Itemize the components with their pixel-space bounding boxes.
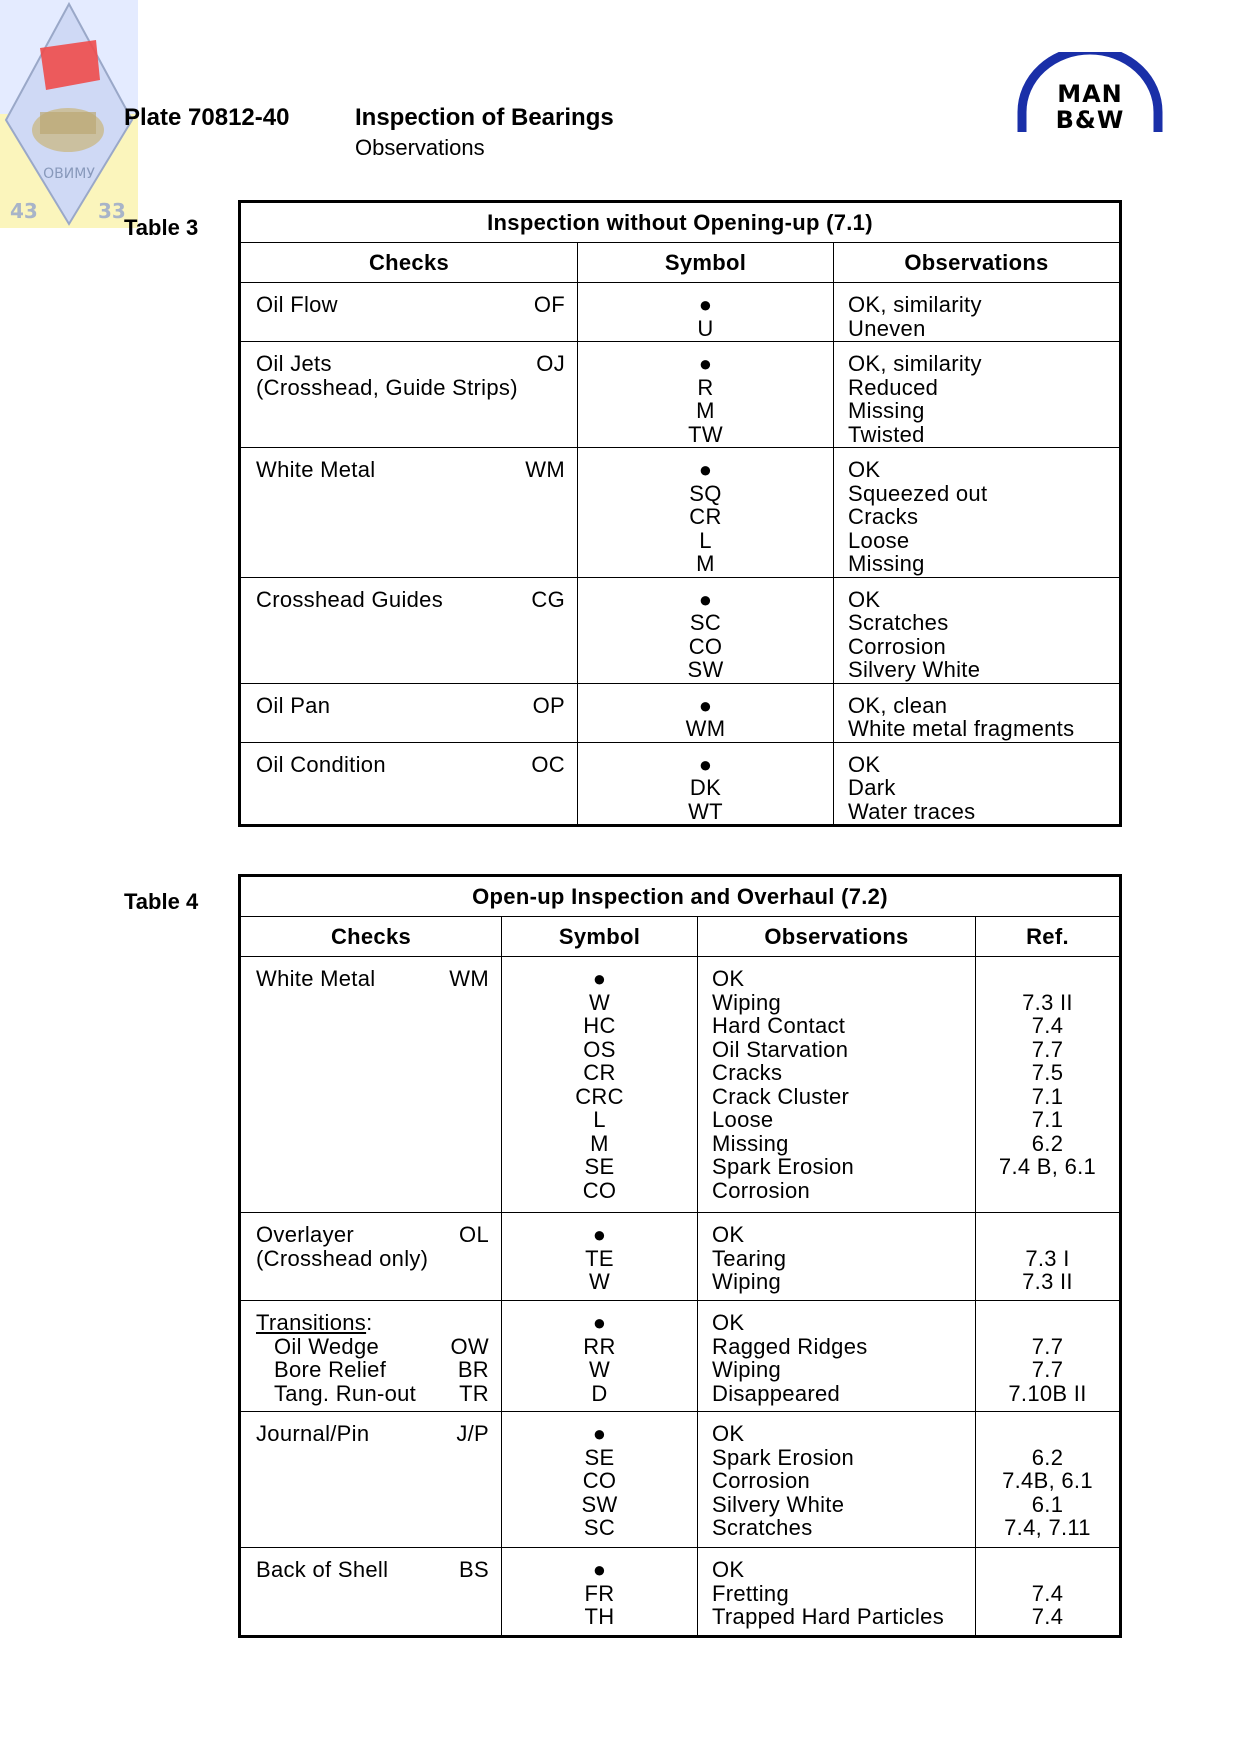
symbol-code: CR bbox=[689, 504, 722, 529]
symbol-code: L bbox=[699, 527, 712, 553]
check-cell bbox=[240, 742, 578, 826]
check-name: White Metal bbox=[256, 966, 376, 991]
check-cell bbox=[240, 1548, 502, 1637]
ref-text: 7.5 bbox=[1031, 1060, 1064, 1085]
observation-text: Scratches bbox=[848, 610, 949, 635]
check-name: Overlayer bbox=[256, 1222, 355, 1247]
ref-text: 7.7 bbox=[1031, 1357, 1064, 1382]
check-cell bbox=[240, 342, 578, 448]
observation-text: OK, similarity bbox=[848, 351, 982, 376]
symbol-cell bbox=[578, 577, 834, 683]
observation-cell bbox=[834, 448, 1121, 578]
observation-text: Missing bbox=[712, 1130, 789, 1156]
symbol-cell bbox=[578, 283, 834, 342]
check-line bbox=[256, 1311, 489, 1335]
ref-cell bbox=[976, 957, 1121, 1213]
ref-text: 7.1 bbox=[1031, 1107, 1064, 1132]
check-line bbox=[256, 1223, 489, 1247]
observation-text: Loose bbox=[712, 1107, 774, 1132]
symbol-code: W bbox=[588, 1357, 611, 1382]
observation-text: Uneven bbox=[848, 315, 926, 341]
symbol-cell bbox=[578, 448, 834, 578]
observation-text: Corrosion bbox=[712, 1468, 811, 1493]
observation-cell bbox=[698, 1301, 976, 1412]
symbol-code: CO bbox=[688, 633, 723, 659]
table4-row bbox=[240, 1301, 1121, 1412]
symbol-code: CRC bbox=[575, 1083, 624, 1109]
ref-text: 7.4, 7.11 bbox=[1004, 1515, 1091, 1540]
observation-text: Silvery White bbox=[712, 1491, 845, 1517]
observation-text: OK bbox=[848, 457, 881, 482]
symbol-code: R bbox=[697, 374, 714, 400]
check-name: Journal/Pin bbox=[256, 1421, 370, 1446]
observation-cell bbox=[834, 283, 1121, 342]
check-code: TR bbox=[459, 1380, 489, 1406]
table4-header-observations: Observations bbox=[698, 917, 976, 957]
check-code: OP bbox=[532, 692, 565, 718]
ref-text: 7.3 II bbox=[1022, 989, 1073, 1015]
table3-row bbox=[240, 342, 1121, 448]
symbol-code: SQ bbox=[689, 480, 722, 506]
observation-text: White metal fragments bbox=[848, 716, 1075, 741]
symbol-code: WM bbox=[685, 716, 726, 741]
check-line bbox=[256, 588, 565, 612]
check-name: Bore Relief bbox=[274, 1357, 387, 1382]
check-code: BR bbox=[457, 1357, 489, 1382]
ref-text: 7.4B, 6.1 bbox=[1002, 1468, 1093, 1493]
ref-text: 7.3 I bbox=[1025, 1245, 1070, 1271]
table3-row bbox=[240, 683, 1121, 742]
ok-dot-symbol: ● bbox=[592, 1557, 607, 1582]
table4-caption: Open-up Inspection and Overhaul (7.2) bbox=[240, 876, 1121, 917]
check-name: Oil Jets bbox=[256, 351, 332, 376]
observation-text: OK, clean bbox=[848, 692, 948, 718]
ref-text: 6.1 bbox=[1031, 1491, 1064, 1517]
table4-row bbox=[240, 1412, 1121, 1548]
page-subtitle: Observations bbox=[355, 135, 485, 160]
observation-text: Corrosion bbox=[848, 633, 947, 659]
table4-header-ref: Ref. bbox=[976, 917, 1121, 957]
ref-text: 7.4 bbox=[1031, 1013, 1064, 1038]
table3-caption: Inspection without Opening-up (7.1) bbox=[240, 202, 1121, 243]
observation-text: Wiping bbox=[712, 1269, 782, 1294]
observation-cell bbox=[834, 742, 1121, 826]
symbol-code: L bbox=[593, 1107, 606, 1132]
svg-text:ОВИМУ: ОВИМУ bbox=[43, 166, 95, 182]
check-cell bbox=[240, 1301, 502, 1412]
check-cell bbox=[240, 448, 578, 578]
check-cell bbox=[240, 957, 502, 1213]
check-line bbox=[256, 293, 565, 317]
table4-row bbox=[240, 1213, 1121, 1301]
ref-text bbox=[977, 967, 1118, 991]
table3-header-checks: Checks bbox=[240, 243, 578, 283]
ok-dot-symbol: ● bbox=[698, 292, 713, 317]
check-name: Crosshead Guides bbox=[256, 586, 444, 612]
observation-text: Oil Starvation bbox=[712, 1036, 849, 1062]
symbol-code: WT bbox=[688, 798, 723, 824]
check-code: J/P bbox=[456, 1421, 489, 1446]
symbol-code: M bbox=[696, 551, 715, 576]
observation-text: OK bbox=[848, 586, 881, 612]
ref-text: 7.7 bbox=[1031, 1333, 1064, 1359]
ok-dot-symbol: ● bbox=[592, 1421, 607, 1446]
observation-text: Trapped Hard Particles bbox=[712, 1604, 944, 1629]
symbol-code: W bbox=[588, 989, 611, 1015]
symbol-cell bbox=[502, 1548, 698, 1637]
observation-cell bbox=[698, 1412, 976, 1548]
symbol-code: DK bbox=[689, 775, 722, 800]
observation-text: Silvery White bbox=[848, 657, 981, 682]
page-title: Inspection of Bearings bbox=[355, 104, 614, 131]
check-cell bbox=[240, 683, 578, 742]
check-cell bbox=[240, 283, 578, 342]
symbol-code: FR bbox=[584, 1580, 615, 1606]
check-name: Back of Shell bbox=[256, 1557, 389, 1582]
observation-text: Squeezed out bbox=[848, 480, 988, 506]
observation-text: OK bbox=[712, 966, 745, 991]
check-code: OL bbox=[459, 1222, 489, 1247]
table3-header-observations: Observations bbox=[834, 243, 1121, 283]
ok-dot-symbol: ● bbox=[698, 586, 713, 612]
ref-text: 7.3 II bbox=[1022, 1269, 1073, 1294]
ref-text: 7.7 bbox=[1031, 1036, 1064, 1062]
check-line bbox=[256, 753, 565, 777]
observation-text: Water traces bbox=[848, 798, 976, 824]
man-bw-logo bbox=[1016, 52, 1164, 138]
observation-cell bbox=[834, 342, 1121, 448]
symbol-cell bbox=[502, 1301, 698, 1412]
check-line bbox=[256, 352, 565, 376]
symbol-code: U bbox=[697, 315, 714, 341]
observation-text: Fretting bbox=[712, 1580, 789, 1606]
observation-text: Corrosion bbox=[712, 1177, 811, 1203]
observation-text: Reduced bbox=[848, 374, 939, 400]
svg-text:33: 33 bbox=[98, 199, 126, 223]
ok-dot-symbol: ● bbox=[698, 351, 713, 376]
observation-text: Loose bbox=[848, 527, 910, 553]
check-line bbox=[256, 1335, 489, 1359]
symbol-code: SW bbox=[581, 1491, 618, 1517]
check-cell bbox=[240, 577, 578, 683]
ref-text: 7.4 B, 6.1 bbox=[998, 1154, 1097, 1179]
ref-text bbox=[977, 1223, 1118, 1247]
symbol-code: W bbox=[588, 1269, 611, 1294]
check-code: WM bbox=[525, 457, 565, 482]
table4-row bbox=[240, 957, 1121, 1213]
symbol-code: CO bbox=[582, 1177, 617, 1203]
check-subtext: (Crosshead only) bbox=[256, 1245, 429, 1271]
observation-cell bbox=[698, 957, 976, 1213]
check-name: Transitions bbox=[256, 1310, 367, 1335]
plate-number: Plate 70812-40 bbox=[124, 104, 290, 131]
symbol-code: SC bbox=[689, 610, 722, 635]
ref-text: 7.1 bbox=[1031, 1083, 1064, 1109]
symbol-code: SE bbox=[584, 1154, 615, 1179]
observation-text: Scratches bbox=[712, 1515, 813, 1540]
table3-row bbox=[240, 577, 1121, 683]
check-line bbox=[256, 458, 565, 482]
table3-row bbox=[240, 448, 1121, 578]
observation-text: OK bbox=[848, 751, 881, 777]
check-line bbox=[256, 1358, 489, 1382]
ref-text bbox=[977, 1179, 1118, 1203]
check-code: BS bbox=[459, 1557, 489, 1582]
symbol-code: TH bbox=[584, 1604, 615, 1629]
svg-text:43: 43 bbox=[10, 199, 38, 223]
ref-cell bbox=[976, 1301, 1121, 1412]
school-badge-watermark bbox=[0, 0, 138, 228]
ref-cell bbox=[976, 1548, 1121, 1637]
observation-text: OK, similarity bbox=[848, 292, 982, 317]
ref-text: 7.4 bbox=[1031, 1580, 1064, 1606]
ref-cell bbox=[976, 1412, 1121, 1548]
check-line bbox=[256, 1558, 489, 1582]
table3-row bbox=[240, 283, 1121, 342]
observation-text: Disappeared bbox=[712, 1380, 841, 1406]
check-line bbox=[256, 967, 489, 991]
ref-text: 7.10B II bbox=[1008, 1380, 1087, 1406]
ref-text: 6.2 bbox=[1031, 1130, 1064, 1156]
ok-dot-symbol: ● bbox=[592, 966, 607, 991]
ok-dot-symbol: ● bbox=[698, 692, 713, 718]
observation-text: Spark Erosion bbox=[712, 1154, 855, 1179]
symbol-cell bbox=[578, 742, 834, 826]
table3-label: Table 3 bbox=[124, 215, 199, 240]
symbol-code: OS bbox=[583, 1036, 616, 1062]
check-name: Oil Flow bbox=[256, 292, 338, 317]
symbol-code: M bbox=[696, 398, 715, 423]
check-code: OC bbox=[531, 751, 565, 777]
check-name: Oil Pan bbox=[256, 692, 331, 718]
check-code: OF bbox=[533, 292, 565, 317]
observation-text: Crack Cluster bbox=[712, 1083, 850, 1109]
check-line bbox=[256, 1422, 489, 1446]
ok-dot-symbol: ● bbox=[698, 751, 713, 777]
observation-text: OK bbox=[712, 1421, 745, 1446]
ref-text: 7.4 bbox=[1031, 1604, 1064, 1629]
observation-text: Dark bbox=[848, 775, 896, 800]
observation-text: Spark Erosion bbox=[712, 1444, 855, 1470]
table4-label: Table 4 bbox=[124, 889, 199, 914]
observation-text: Ragged Ridges bbox=[712, 1333, 868, 1359]
symbol-code: D bbox=[591, 1380, 608, 1406]
symbol-cell bbox=[502, 1412, 698, 1548]
ref-text bbox=[977, 1311, 1118, 1335]
symbol-cell bbox=[502, 957, 698, 1213]
symbol-code: SW bbox=[687, 657, 724, 682]
symbol-code: CO bbox=[582, 1468, 617, 1493]
symbol-code: RR bbox=[583, 1333, 616, 1359]
ref-cell bbox=[976, 1213, 1121, 1301]
observation-text: Hard Contact bbox=[712, 1013, 846, 1038]
observation-text: Cracks bbox=[848, 504, 919, 529]
ref-text bbox=[977, 1422, 1118, 1446]
table3 bbox=[238, 200, 1122, 827]
svg-text:B&W: B&W bbox=[1055, 106, 1125, 134]
check-code: CG bbox=[531, 586, 565, 612]
observation-text: Cracks bbox=[712, 1060, 783, 1085]
observation-text: Tearing bbox=[712, 1245, 787, 1271]
observation-text: OK bbox=[712, 1310, 745, 1335]
observation-text: Missing bbox=[848, 398, 925, 423]
check-name: Oil Wedge bbox=[274, 1333, 380, 1359]
check-code: WM bbox=[449, 966, 489, 991]
symbol-cell bbox=[578, 683, 834, 742]
check-line bbox=[256, 694, 565, 718]
observation-cell bbox=[698, 1213, 976, 1301]
check-code: OW bbox=[450, 1333, 489, 1359]
ref-text bbox=[977, 1558, 1118, 1582]
symbol-cell bbox=[502, 1213, 698, 1301]
symbol-code: TE bbox=[585, 1245, 614, 1271]
svg-text:MAN: MAN bbox=[1057, 80, 1123, 108]
observation-cell bbox=[698, 1548, 976, 1637]
table3-row bbox=[240, 742, 1121, 826]
check-name: White Metal bbox=[256, 457, 376, 482]
observation-text: Missing bbox=[848, 551, 925, 576]
symbol-code: TW bbox=[688, 421, 723, 447]
ref-text: 6.2 bbox=[1031, 1444, 1064, 1470]
check-cell bbox=[240, 1213, 502, 1301]
symbol-code: CR bbox=[583, 1060, 616, 1085]
symbol-code: SC bbox=[583, 1515, 616, 1540]
observation-text: OK bbox=[712, 1557, 745, 1582]
observation-text: Twisted bbox=[848, 421, 925, 447]
ok-dot-symbol: ● bbox=[592, 1310, 607, 1335]
table4-header-symbol: Symbol bbox=[502, 917, 698, 957]
check-subtext: (Crosshead, Guide Strips) bbox=[256, 374, 518, 400]
check-name: Oil Condition bbox=[256, 751, 386, 777]
table4-header-checks: Checks bbox=[240, 917, 502, 957]
check-code: OJ bbox=[536, 351, 565, 376]
symbol-code: HC bbox=[583, 1013, 616, 1038]
table3-header-symbol: Symbol bbox=[578, 243, 834, 283]
ok-dot-symbol: ● bbox=[698, 457, 713, 482]
observation-text: Wiping bbox=[712, 1357, 782, 1382]
ok-dot-symbol: ● bbox=[592, 1222, 607, 1247]
symbol-cell bbox=[578, 342, 834, 448]
table4 bbox=[238, 874, 1122, 1638]
observation-text: OK bbox=[712, 1222, 745, 1247]
symbol-code: M bbox=[590, 1130, 609, 1156]
check-colon: : bbox=[366, 1310, 373, 1335]
check-cell bbox=[240, 1412, 502, 1548]
observation-cell bbox=[834, 683, 1121, 742]
check-line bbox=[256, 1382, 489, 1406]
observation-text: Wiping bbox=[712, 989, 782, 1015]
symbol-code: SE bbox=[584, 1444, 615, 1470]
check-name: Tang. Run-out bbox=[274, 1380, 417, 1406]
table4-row bbox=[240, 1548, 1121, 1637]
observation-cell bbox=[834, 577, 1121, 683]
